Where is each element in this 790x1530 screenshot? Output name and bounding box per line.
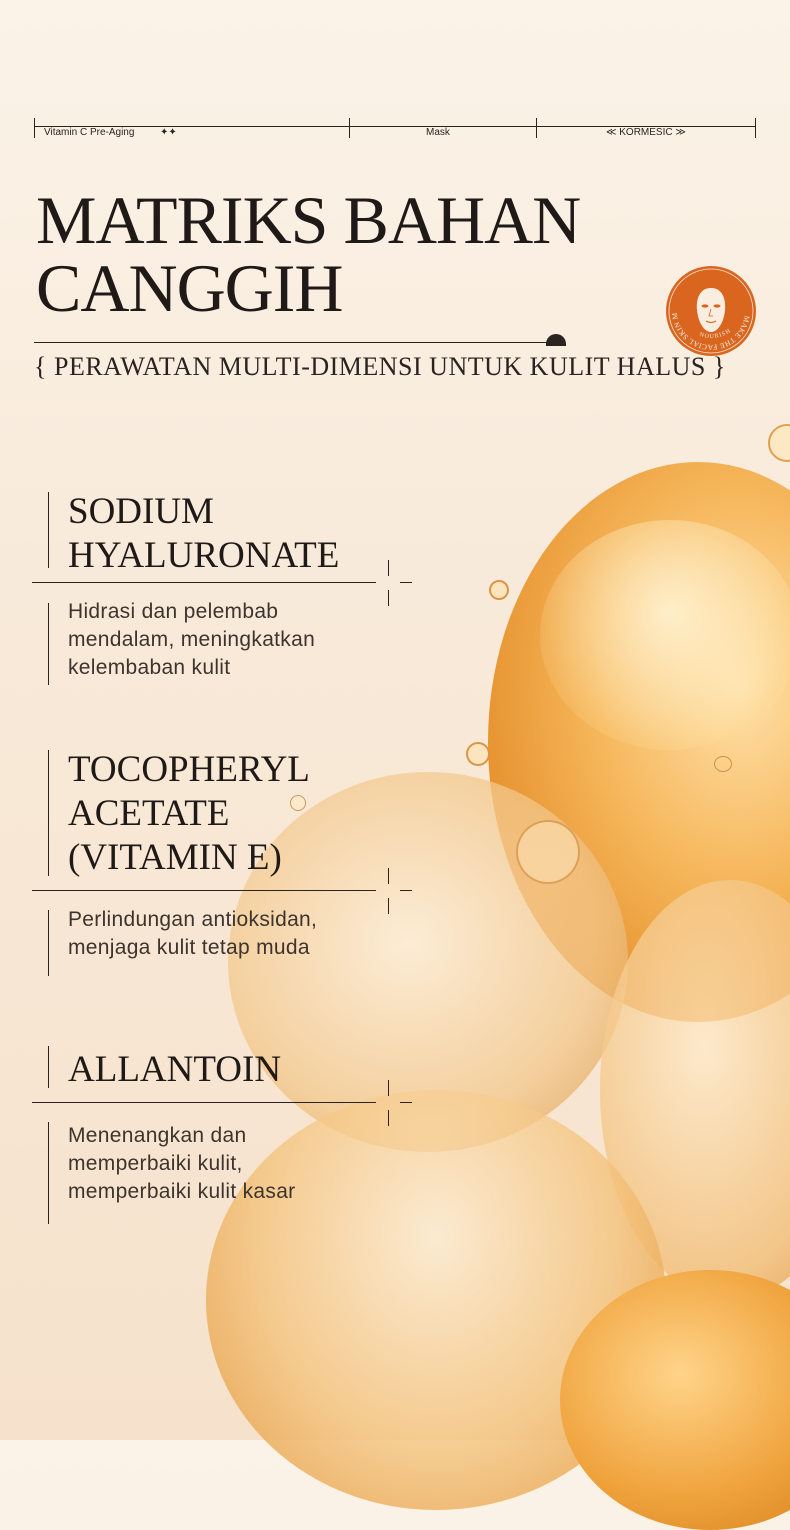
ingredient-description <box>68 598 315 682</box>
ingredient-title-line: SODIUM <box>68 491 214 532</box>
divider-tick <box>400 1102 412 1103</box>
top-bar-tick <box>536 118 537 138</box>
ingredient-desc-line: mendalam, meningkatkan <box>68 628 316 651</box>
ingredient-title-bar <box>48 1046 49 1088</box>
divider-tick <box>400 582 412 583</box>
title-underline-cap <box>546 334 566 346</box>
small-droplet-2 <box>489 580 509 600</box>
badge-graphic <box>666 266 756 356</box>
small-droplet-6 <box>516 820 580 884</box>
ingredient-title <box>68 1048 281 1092</box>
ingredient-title <box>68 490 339 578</box>
page-subtitle: { PERAWATAN MULTI-DIMENSI UNTUK KULIT HALUS } <box>34 352 726 381</box>
divider-tick <box>388 560 389 576</box>
top-bar-brand-label: ≪ KORMESIC ≫ <box>606 127 686 138</box>
ingredient-desc-line: memperbaiki kulit, <box>68 1152 243 1175</box>
nourish-badge <box>666 266 756 356</box>
ingredient-title-bar <box>48 750 49 876</box>
ingredient-title-line: TOCOPHERYL <box>68 749 310 790</box>
ingredient-title-bar <box>48 492 49 568</box>
ingredient-desc-line: kelembaban kulit <box>68 656 231 679</box>
ingredient-divider <box>32 890 376 891</box>
top-bar-tick <box>34 118 35 138</box>
ingredient-divider <box>32 582 376 583</box>
sparkle-icon: ✦✦ <box>160 127 177 138</box>
top-bar-tick <box>755 118 756 138</box>
divider-tick <box>388 590 389 606</box>
ingredient-title-line: ACETATE <box>68 793 230 834</box>
title-underline <box>34 342 554 343</box>
face-mask-icon <box>697 288 725 332</box>
ingredient-desc-bar <box>48 603 49 685</box>
ingredient-description <box>68 906 317 962</box>
top-bar-middle-label: Mask <box>426 127 450 138</box>
divider-tick <box>388 868 389 884</box>
divider-tick <box>388 898 389 914</box>
top-info-bar <box>34 118 756 140</box>
small-droplet-5 <box>714 756 732 772</box>
badge-ring-text: MAKE THE FACIAL SKIN M <box>669 311 752 353</box>
serum-bubble-inner-highlight <box>540 520 790 750</box>
ingredient-desc-line: memperbaiki kulit kasar <box>68 1180 296 1203</box>
divider-tick <box>388 1110 389 1126</box>
small-droplet-3 <box>466 742 490 766</box>
ingredient-desc-line: Hidrasi dan pelembab <box>68 600 279 623</box>
top-bar-left-label: Vitamin C Pre-Aging <box>44 127 135 138</box>
ingredient-desc-line: Perlindungan antioksidan, <box>68 908 318 931</box>
divider-tick <box>388 1080 389 1096</box>
ingredient-desc-bar <box>48 1122 49 1224</box>
title-line-2: CANGGIH <box>36 250 343 326</box>
page-title <box>36 182 656 326</box>
ingredient-desc-line: menjaga kulit tetap muda <box>68 936 310 959</box>
divider-tick <box>400 890 412 891</box>
small-droplet-1 <box>768 424 790 462</box>
badge-bottom-text: NOURISH <box>698 327 733 341</box>
ingredient-divider <box>32 1102 376 1103</box>
ingredient-desc-bar <box>48 910 49 976</box>
ingredient-title-line: HYALURONATE <box>68 535 340 576</box>
top-bar-tick <box>349 118 350 138</box>
ingredient-title <box>68 748 310 880</box>
ingredient-description <box>68 1122 295 1206</box>
ingredient-title-line: (VITAMIN E) <box>68 837 282 878</box>
ingredient-title-line: ALLANTOIN <box>68 1049 282 1090</box>
ingredient-desc-line: Menenangkan dan <box>68 1124 247 1147</box>
title-line-1: MATRIKS BAHAN <box>36 182 581 258</box>
